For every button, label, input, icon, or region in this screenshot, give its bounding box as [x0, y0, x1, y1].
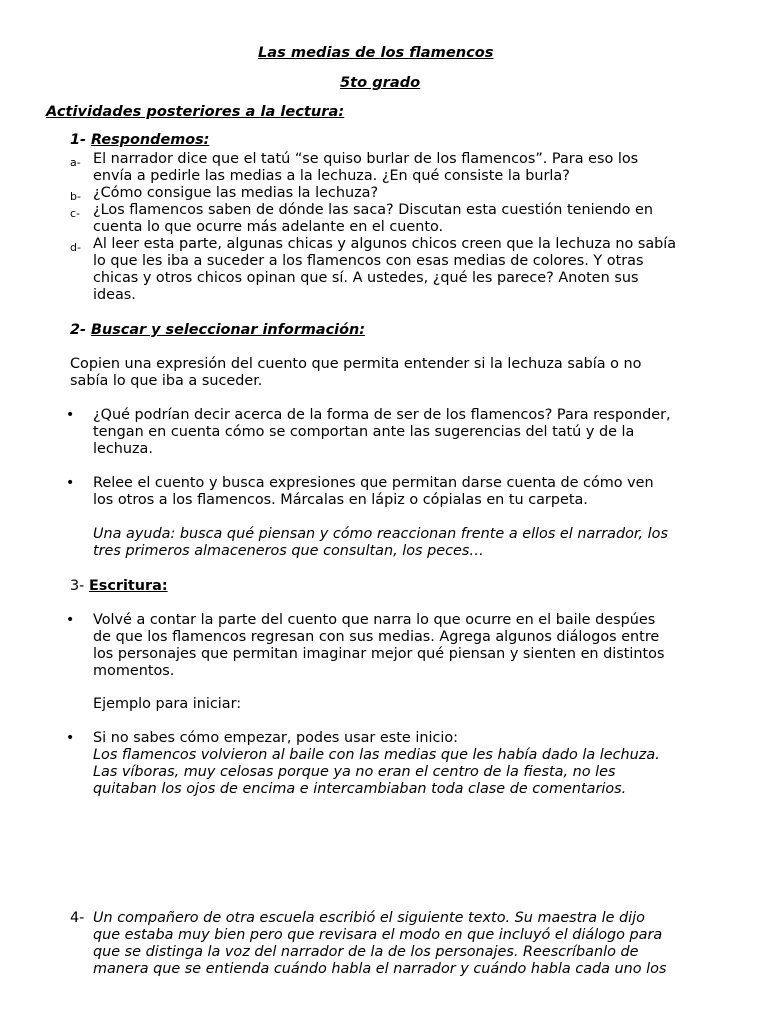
intro-line: sabía lo que iba a suceder.	[70, 373, 263, 389]
question-c-line: ¿Los flamencos saben de dónde las saca? Discutan esta cuestión teniendo en	[93, 202, 654, 218]
question-d	[93, 236, 733, 304]
help-line: tres primeros almaceneros que consultan, los peces…	[93, 543, 484, 559]
section-2-heading	[70, 322, 365, 339]
bullet-line: lechuza.	[93, 441, 153, 457]
help-line: Una ayuda: busca qué piensan y cómo reaccionan frente a ellos el narrador, los	[93, 526, 668, 542]
bullet-line: Volvé a contar la parte del cuento que narra lo que ocurre en el baile despúes	[93, 612, 656, 628]
question-c-line: cuenta lo que ocurre más adelante en el cuento.	[93, 219, 444, 235]
bullet-line: momentos.	[93, 663, 175, 679]
bullet-line: Relee el cuento y busca expresiones que permitan darse cuenta de cómo ven	[93, 475, 654, 491]
example-label: Ejemplo para iniciar:	[93, 696, 242, 712]
section-4-line: que estaba muy bien pero que revisara el modo en que incluyó el diálogo para	[93, 927, 663, 943]
section-4-line: Un compañero de otra escuela escribió el siguiente texto. Su maestra le dijo	[93, 910, 645, 926]
section-1-title: Respondemos:	[91, 132, 210, 148]
bullet-line: los personajes que permitan imaginar mejor qué piensan y sienten en distintos	[93, 646, 665, 662]
document-title: Las medias de los flamencos	[258, 44, 494, 61]
section-3-title: Escritura:	[88, 578, 168, 594]
section-4-line: manera que se entienda cuándo habla el narrador y cuándo habla cada uno los	[93, 961, 667, 977]
bullet-line: tengan en cuenta cómo se comportan ante las sugerencias del tatú y de la	[93, 424, 635, 440]
section-3-bullet-1	[93, 612, 733, 680]
bullet-marker: •	[66, 730, 75, 746]
section-2-bullet-2	[93, 475, 733, 509]
question-b-marker: b-	[70, 190, 81, 203]
question-d-line: Al leer esta parte, algunas chicas y algunos chicos creen que la lechuza no sabía	[93, 236, 677, 252]
section-4-text	[93, 910, 733, 978]
section-3-bullet-2	[93, 730, 733, 798]
intro-line: Copien una expresión del cuento que permita entender si la lechuza sabía o no	[70, 356, 642, 372]
section-1-heading	[70, 132, 209, 149]
question-a-line: El narrador dice que el tatú “se quiso burlar de los flamencos”. Para eso los	[93, 151, 639, 167]
section-2-number: 2-	[70, 322, 86, 338]
activities-heading: Actividades posteriores a la lectura:	[46, 103, 345, 120]
question-c	[93, 202, 733, 236]
section-4-number: 4-	[70, 910, 85, 926]
bullet-line: ¿Qué podrían decir acerca de la forma de ser de los flamencos? Para responder,	[93, 407, 671, 423]
question-b	[93, 185, 733, 202]
story-line: quitaban los ojos de encima e intercambiaban toda clase de comentarios.	[93, 781, 627, 797]
section-3-heading	[70, 578, 168, 595]
bullet-marker: •	[66, 407, 75, 423]
question-c-marker: c-	[70, 207, 81, 220]
help-note	[93, 526, 733, 560]
question-a-marker: a-	[70, 156, 81, 169]
section-4-line: que se distinga la voz del narrador de la de los personajes. Reescríbanlo de	[93, 944, 639, 960]
bullet-marker: •	[66, 612, 75, 628]
story-line: Los flamencos volvieron al baile con las medias que les había dado la lechuza.	[93, 747, 660, 763]
question-b-line: ¿Cómo consigue las medias la lechuza?	[93, 185, 379, 201]
bullet-marker: •	[66, 475, 75, 491]
question-a	[93, 151, 733, 185]
story-line: Las víboras, muy celosas porque ya no eran el centro de la fiesta, no les	[93, 764, 616, 780]
question-d-line: ideas.	[93, 287, 136, 303]
question-d-line: chicas y otros chicos opinan que sí. A ustedes, ¿qué les parece? Anoten sus	[93, 270, 639, 286]
section-2-intro	[70, 356, 641, 390]
bullet-line: los otros a los flamencos. Márcalas en lápiz o cópialas en tu carpeta.	[93, 492, 588, 508]
question-d-line: lo que les iba a suceder a los flamencos con esas medias de colores. Y otras	[93, 253, 644, 269]
bullet-line: de que los flamencos regresan con sus medias. Agrega algunos diálogos entre	[93, 629, 660, 645]
grade-label: 5to grado	[340, 74, 421, 91]
section-2-bullet-1	[93, 407, 733, 458]
section-1-number: 1-	[70, 132, 86, 148]
question-d-marker: d-	[70, 241, 81, 254]
bullet-intro: Si no sabes cómo empezar, podes usar este inicio:	[93, 730, 459, 746]
section-3-number: 3-	[70, 578, 85, 594]
question-a-line: envía a pedirle las medias a la lechuza. ¿En qué consiste la burla?	[93, 168, 570, 184]
section-2-title: Buscar y seleccionar información:	[91, 322, 365, 338]
